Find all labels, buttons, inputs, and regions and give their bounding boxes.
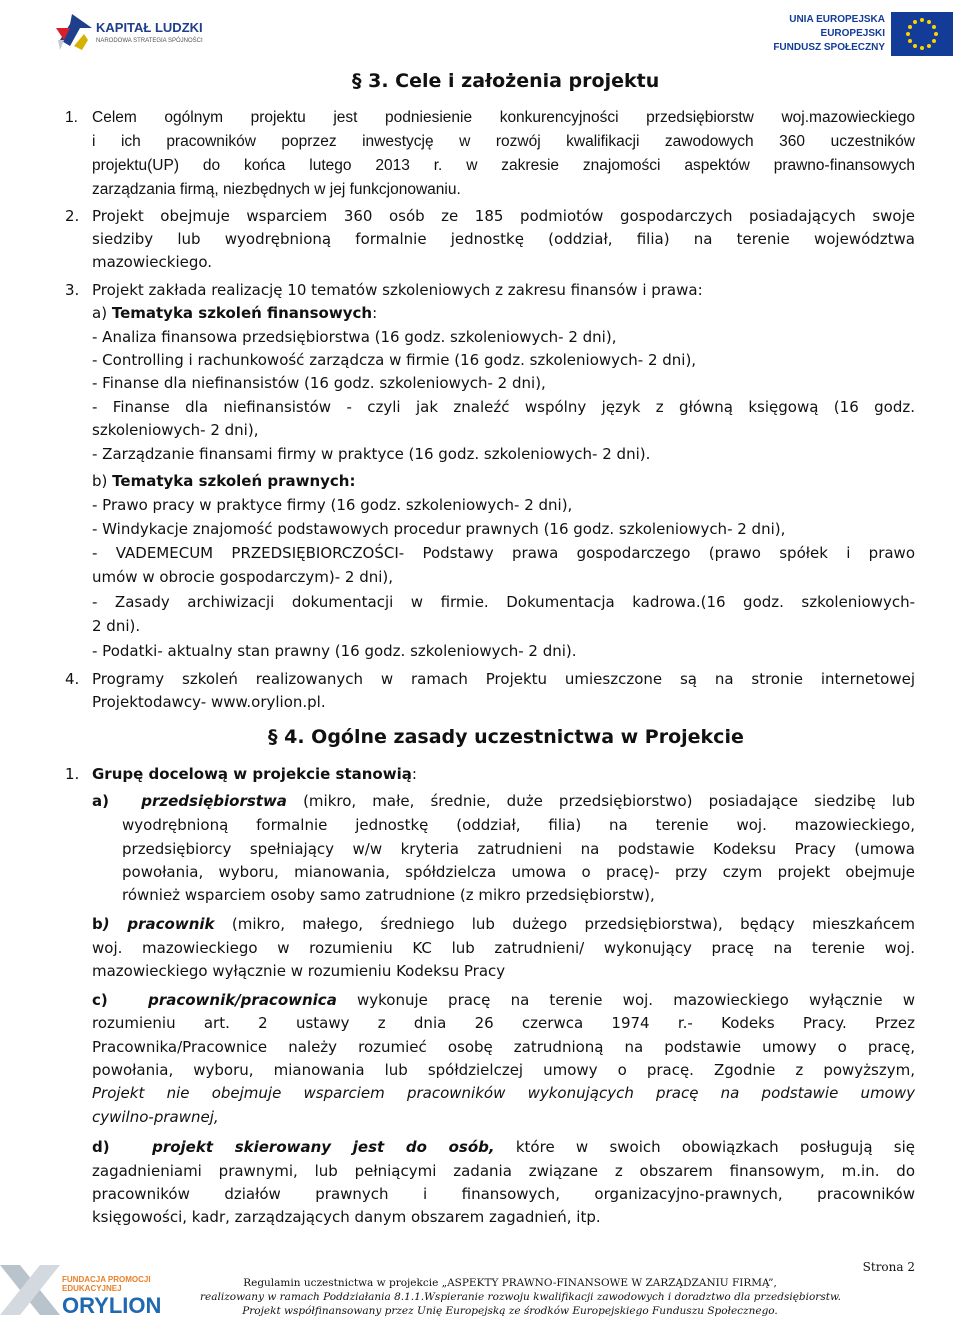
- kapital-ludzki-subtitle: NARODOWA STRATEGIA SPÓJNOŚCI: [96, 38, 203, 44]
- paragraph-line: Projekt nie obejmuje wsparciem pracowników wykonujących pracę na podstawie umowy: [92, 1084, 915, 1102]
- list-number: 1.: [65, 765, 80, 783]
- paragraph-line: Projektodawcy- www.orylion.pl.: [92, 693, 326, 711]
- paragraph-line: Projekt zakłada realizację 10 tematów szkoleniowych z zakresu finansów i prawa:: [92, 281, 703, 299]
- paragraph-line: zagadnieniami prawnymi, lub pełniącymi zadania związane z obszarem finansowym, m.in. do: [92, 1162, 915, 1180]
- subsection-a-title: a) Tematyka szkoleń finansowych:: [92, 304, 378, 322]
- paragraph-line: b) pracownik (mikro, małego, średniego lub dużego przedsiębiorstwa), będący mieszkańcem: [92, 915, 915, 933]
- eu-text-3: FUNDUSZ SPOŁECZNY: [773, 42, 885, 53]
- orylion-name: ORYLION: [62, 1293, 162, 1318]
- paragraph-line: c) pracownik/pracownica wykonuje pracę na terenie woj. mazowieckiego wyłącznie w: [92, 991, 915, 1009]
- footer-line-1: Regulamin uczestnictwa w projekcie „ASPEKTY PRAWNO-FINANSOWE W ZARZĄDZANIU FIRMĄ”,: [243, 1277, 777, 1289]
- paragraph-line: wyodrębnioną formalnie jednostkę (oddział, filia) na terenie woj. mazowieckiego,: [122, 816, 915, 834]
- paragraph-line: pracowników działów prawnych i finansowych, organizacyjno-prawnych, pracowników: [92, 1185, 915, 1203]
- kapital-ludzki-mark-icon: [52, 10, 96, 54]
- section-3-heading: § 3. Cele i założenia projektu: [352, 70, 660, 92]
- orylion-logo: [0, 1255, 180, 1327]
- list-number: 1.: [65, 109, 78, 126]
- footer-line-3: Projekt współfinansowany przez Unię Europejską ze środków Europejskiego Funduszu Społecznego.: [242, 1305, 778, 1317]
- list-item: - Zasady archiwizacji dokumentacji w firmie. Dokumentacja kadrowa.(16 godz. szkoleniowych-: [92, 593, 915, 611]
- footer-line-2: realizowany w ramach Poddziałania 8.1.1.Wspieranie rozwoju kwalifikacji zawodowych i doradztwo dla przedsiębiorstw.: [200, 1291, 842, 1303]
- page-number: Strona 2: [862, 1260, 915, 1274]
- paragraph-line: mazowieckiego wyłącznie w rozumieniu Kodeksu Pracy: [92, 962, 506, 980]
- paragraph-line: siedziby lub wyodrębnioną formalnie jednostkę (oddział, filia) na terenie województwa: [92, 230, 915, 248]
- list-item: umów w obrocie gospodarczym)- 2 dni),: [92, 568, 394, 586]
- eu-logo: [773, 10, 955, 58]
- list-number: 4.: [65, 670, 80, 688]
- paragraph-line: i ich pracowników poprzez inwestycję w rozwój kwalifikacji zawodowych 360 uczestników: [92, 133, 915, 150]
- list-item: - Zarządzanie finansami firmy w praktyce (16 godz. szkoleniowych- 2 dni).: [92, 445, 651, 463]
- list-item: - Finanse dla niefinansistów (16 godz. szkoleniowych- 2 dni),: [92, 374, 546, 392]
- list-item: - Finanse dla niefinansistów - czyli jak znaleźć wspólny język z główną księgową (16 godz.: [92, 398, 915, 416]
- eu-text-1: UNIA EUROPEJSKA: [789, 14, 885, 25]
- paragraph-line: cywilno-prawnej,: [92, 1108, 219, 1126]
- orylion-foundation-line-1: FUNDACJA PROMOCJI: [62, 1275, 151, 1284]
- list-number: 3.: [65, 281, 80, 299]
- list-item: szkoleniowych- 2 dni),: [92, 421, 259, 439]
- subsection-b-title: b) Tematyka szkoleń prawnych:: [92, 472, 356, 490]
- paragraph-line: powołania, wyboru, mianowania, spółdzielcza umowa o pracę)- przy czym projekt obejmuje: [122, 863, 915, 881]
- paragraph-line: mazowieckiego.: [92, 253, 213, 271]
- section-icon: §: [352, 70, 369, 92]
- list-item: - VADEMECUM PRZEDSIĘBIORCZOŚCI- Podstawy prawa gospodarczego (prawo spółek i prawo: [92, 544, 915, 562]
- list-item: 2 dni).: [92, 617, 141, 635]
- list-item: - Prawo pracy w praktyce firmy (16 godz. szkoleniowych- 2 dni),: [92, 496, 573, 514]
- kapital-ludzki-title: KAPITAŁ LUDZKI: [96, 20, 203, 35]
- eu-text-2: EUROPEJSKI: [820, 28, 885, 39]
- paragraph-line: zarządzania firmą, niezbędnych w jej funkcjonowaniu.: [92, 181, 461, 198]
- paragraph-line: rozumieniu art. 2 ustawy z dnia 26 czerwca 1974 r.- Kodeks Pracy. Przez: [92, 1014, 915, 1032]
- paragraph-line: księgowości, kadr, zarządzających danym obszarem zagadnień, itp.: [92, 1208, 601, 1226]
- orylion-mark-icon: [0, 1255, 60, 1325]
- paragraph-line: d) projekt skierowany jest do osób, które w swoich obowiązkach posługują się: [92, 1138, 915, 1156]
- paragraph-line: Programy szkoleń realizowanych w ramach Projektu umieszczone są na stronie internetowej: [92, 670, 915, 688]
- paragraph-line: Projekt obejmuje wsparciem 360 osób ze 185 podmiotów gospodarczych posiadających swoje: [92, 207, 915, 225]
- target-group-title: Grupę docelową w projekcie stanowią:: [92, 765, 417, 783]
- list-item: - Controlling i rachunkowość zarządcza w firmie (16 godz. szkoleniowych- 2 dni),: [92, 351, 697, 369]
- paragraph-line: Pracownika/Pracownice należy rozumieć osobę zatrudnioną na podstawie umowy o pracę,: [92, 1038, 915, 1056]
- section-4-heading: § 4. Ogólne zasady uczestnictwa w Projekcie: [268, 726, 744, 748]
- paragraph-line: powołania, wyboru, mianowania lub spółdzielczej umowy o pracę. Zgodnie z powyższym,: [92, 1061, 915, 1079]
- eu-flag-icon: [891, 12, 953, 56]
- list-item: - Analiza finansowa przedsiębiorstwa (16 godz. szkoleniowych- 2 dni),: [92, 328, 617, 346]
- kapital-ludzki-logo: [52, 10, 202, 56]
- list-item: - Windykacje znajomość podstawowych procedur prawnych (16 godz. szkoleniowych- 2 dni),: [92, 520, 786, 538]
- paragraph-line: przedsiębiorcy spełniający w/w kryteria zatrudnieni na podstawie Kodeksu Pracy (umowa: [122, 840, 915, 858]
- list-item: - Podatki- aktualny stan prawny (16 godz. szkoleniowych- 2 dni).: [92, 642, 577, 660]
- orylion-foundation-line-2: EDUKACYJNEJ: [62, 1284, 122, 1293]
- section-icon: §: [268, 726, 285, 748]
- paragraph-line: Celem ogólnym projektu jest podniesienie konkurencyjności przedsiębiorstw woj.mazowieckiego: [92, 109, 915, 126]
- list-number: 2.: [65, 207, 80, 225]
- paragraph-line: również wsparciem osoby samo zatrudnione (z mikro przedsiębiorstw),: [122, 886, 655, 904]
- paragraph-line: projektu(UP) do końca lutego 2013 r. w zakresie znajomości aspektów prawno-finansowych: [92, 157, 915, 174]
- paragraph-line: a) przedsiębiorstwa (mikro, małe, średnie, duże przedsiębiorstwo) posiadające siedzibę lub: [92, 792, 916, 810]
- paragraph-line: woj. mazowieckiego w rozumieniu KC lub zatrudnieni/ wykonujący pracę na terenie woj.: [92, 939, 915, 957]
